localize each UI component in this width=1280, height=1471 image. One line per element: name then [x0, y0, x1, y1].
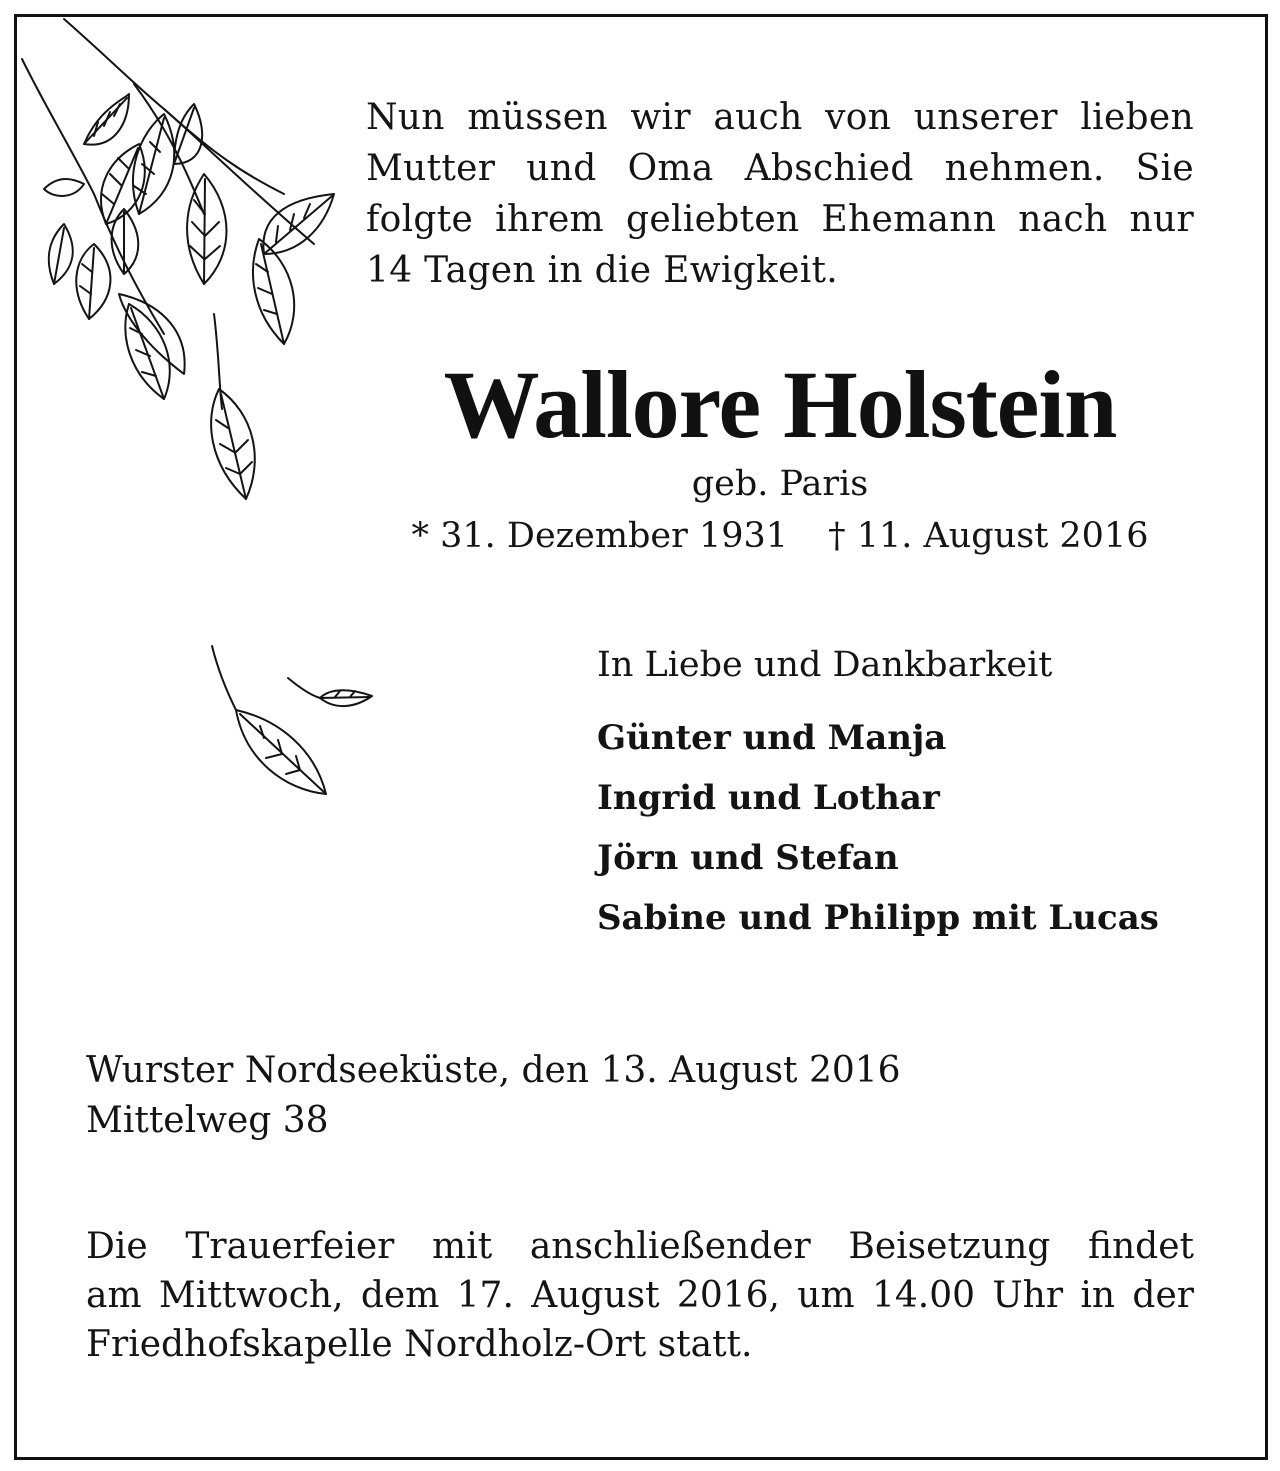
death-date: † 11. August 2016 — [828, 516, 1149, 556]
service-line: am Mittwoch, dem 17. August 2016, um 14.00 Uhr in der — [86, 1275, 1194, 1316]
leaf-icon — [320, 690, 372, 706]
funeral-service-info — [86, 1222, 1194, 1369]
leaf-icon — [187, 174, 226, 284]
leaf-icon — [253, 239, 294, 344]
leaf-icon — [125, 304, 169, 399]
deceased-name: Wallore Holstein — [443, 351, 1117, 458]
birth-date: * 31. Dezember 1931 — [411, 516, 789, 556]
leaf-icon — [133, 114, 174, 214]
life-dates — [370, 514, 1190, 558]
falling-leaves-icon — [200, 640, 390, 810]
birch-branch-icon — [14, 14, 354, 514]
leaf-icon — [84, 94, 129, 145]
place-date: Wurster Nordseeküste, den 13. August 2016 — [86, 1050, 901, 1091]
leaf-icon — [263, 194, 334, 254]
leaf-icon — [44, 179, 84, 196]
leaf-icon — [76, 244, 110, 319]
place-and-address — [86, 1046, 901, 1146]
intro-line: 14 Tagen in die Ewigkeit. — [366, 250, 839, 291]
mourner-entry: Ingrid und Lothar — [597, 778, 940, 818]
mourner-entry: Jörn und Stefan — [597, 838, 899, 878]
leaf-icon — [211, 389, 255, 499]
service-line: Friedhofskapelle Nordholz-Ort statt. — [86, 1324, 753, 1365]
mourners-list — [597, 708, 1159, 948]
intro-line: Nun müssen wir auch von unserer lieben — [366, 97, 1194, 138]
mourner-entry: Günter und Manja — [597, 718, 947, 758]
leaf-icon — [236, 710, 326, 794]
mourner-entry: Sabine und Philipp mit Lucas — [597, 898, 1159, 938]
intro-paragraph — [366, 92, 1194, 296]
service-line: Die Trauerfeier mit anschließender Beisetzung findet — [86, 1226, 1194, 1267]
maiden-name: geb. Paris — [691, 464, 869, 504]
thanks-line: In Liebe und Dankbarkeit — [597, 645, 1053, 685]
intro-line: Mutter und Oma Abschied nehmen. Sie — [366, 148, 1194, 189]
address: Mittelweg 38 — [86, 1100, 329, 1141]
intro-line: folgte ihrem geliebten Ehemann nach nur — [366, 199, 1194, 240]
leaf-icon — [174, 104, 202, 164]
leaf-icon — [49, 224, 73, 284]
